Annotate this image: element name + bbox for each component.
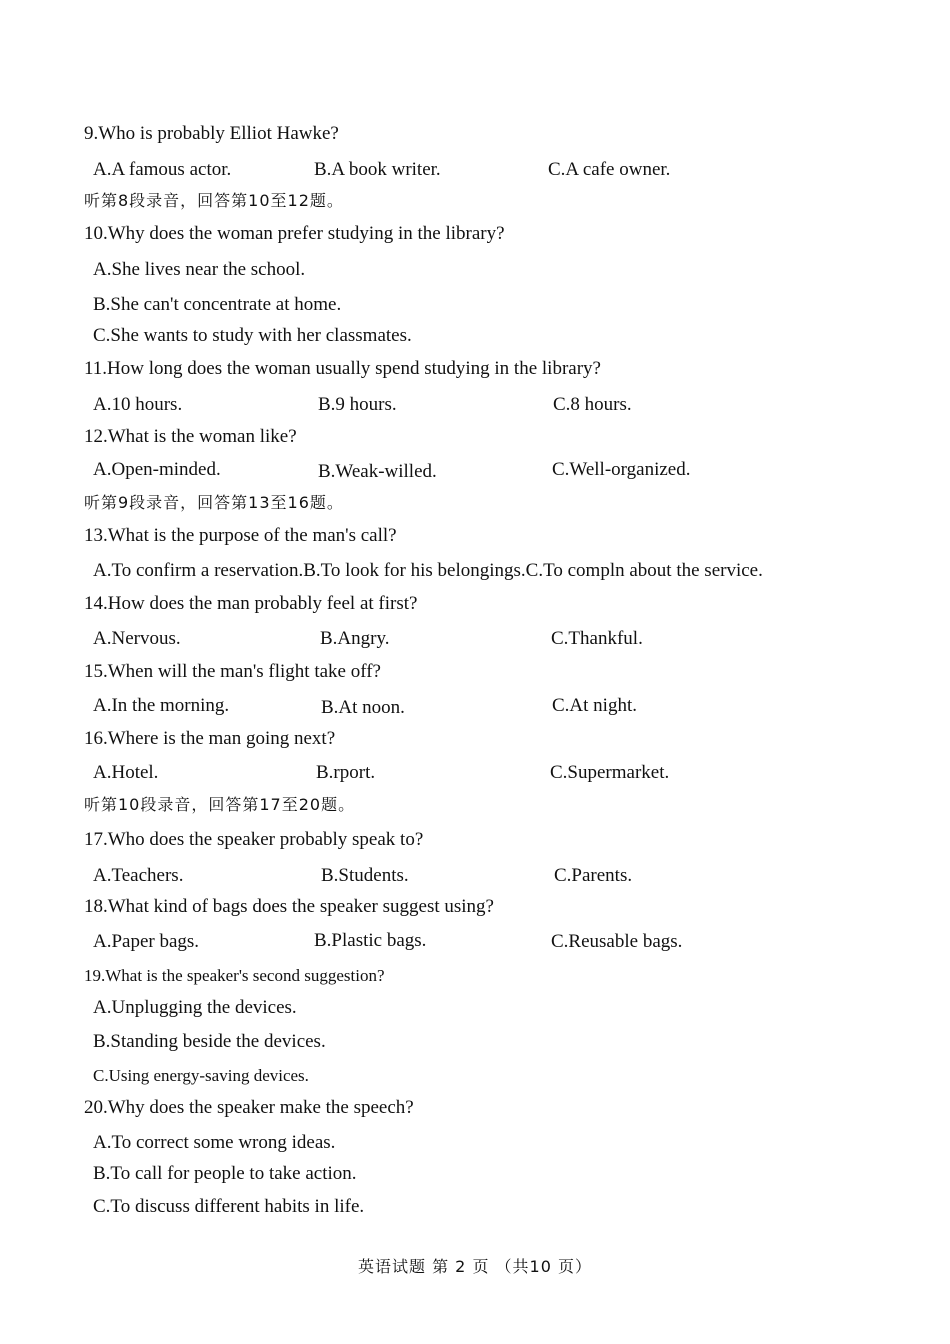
question-10-option-c: C.She wants to study with her classmates.: [93, 325, 412, 346]
question-9-stem: 9.Who is probably Elliot Hawke?: [84, 123, 339, 144]
question-14-stem: 14.How does the man probably feel at first?: [84, 593, 418, 614]
question-18-stem: 18.What kind of bags does the speaker suggest using?: [84, 896, 494, 917]
question-20-option-c: C.To discuss different habits in life.: [93, 1196, 365, 1217]
page-footer: 英语试题 第 2 页 （共10 页）: [358, 1257, 592, 1276]
question-9-option-c: C.A cafe owner.: [548, 159, 671, 180]
question-19-option-b: B.Standing beside the devices.: [93, 1031, 326, 1052]
section-10-instruction: 听第10段录音，回答第17至20题。: [84, 795, 356, 814]
question-16-stem: 16.Where is the man going next?: [84, 728, 336, 749]
question-17-stem: 17.Who does the speaker probably speak to?: [84, 829, 424, 850]
question-18-option-c: C.Reusable bags.: [551, 931, 683, 952]
question-18-option-b: B.Plastic bags.: [314, 930, 427, 951]
section-9-instruction: 听第9段录音，回答第13至16题。: [84, 493, 344, 512]
question-12-stem: 12.What is the woman like?: [84, 426, 297, 447]
question-12-option-a: A.Open-minded.: [93, 459, 221, 480]
question-20-option-a: A.To correct some wrong ideas.: [93, 1132, 336, 1153]
question-19-stem: 19.What is the speaker's second suggestion?: [84, 966, 385, 985]
question-20-option-b: B.To call for people to take action.: [93, 1163, 357, 1184]
question-18-option-a: A.Paper bags.: [93, 931, 200, 952]
question-17-option-c: C.Parents.: [554, 865, 633, 886]
question-12-option-b: B.Weak-willed.: [318, 461, 437, 482]
question-20-stem: 20.Why does the speaker make the speech?: [84, 1097, 414, 1118]
question-14-option-b: B.Angry.: [320, 628, 390, 649]
question-15-option-c: C.At night.: [552, 695, 637, 716]
question-9-option-a: A.A famous actor.: [93, 159, 232, 180]
question-19-option-c: C.Using energy-saving devices.: [93, 1066, 309, 1085]
question-15-option-b: B.At noon.: [321, 697, 405, 718]
question-17-option-a: A.Teachers.: [93, 865, 184, 886]
question-13-options: A.To confirm a reservation.B.To look for his belongings.C.To compln about the service.: [93, 560, 763, 581]
question-12-option-c: C.Well-organized.: [552, 459, 691, 480]
question-16-option-c: C.Supermarket.: [550, 762, 670, 783]
question-11-option-c: C.8 hours.: [553, 394, 632, 415]
question-16-option-b: B.rport.: [316, 762, 376, 783]
question-10-stem: 10.Why does the woman prefer studying in the library?: [84, 223, 505, 244]
question-15-option-a: A.In the morning.: [93, 695, 230, 716]
question-16-option-a: A.Hotel.: [93, 762, 159, 783]
question-14-option-c: C.Thankful.: [551, 628, 643, 649]
question-15-stem: 15.When will the man's flight take off?: [84, 661, 381, 682]
section-8-instruction: 听第8段录音，回答第10至12题。: [84, 191, 344, 210]
question-11-option-b: B.9 hours.: [318, 394, 397, 415]
question-13-stem: 13.What is the purpose of the man's call?: [84, 525, 397, 546]
question-17-option-b: B.Students.: [321, 865, 409, 886]
question-11-option-a: A.10 hours.: [93, 394, 183, 415]
question-9-option-b: B.A book writer.: [314, 159, 441, 180]
question-14-option-a: A.Nervous.: [93, 628, 181, 649]
question-19-option-a: A.Unplugging the devices.: [93, 997, 297, 1018]
question-10-option-b: B.She can't concentrate at home.: [93, 294, 342, 315]
question-11-stem: 11.How long does the woman usually spend studying in the library?: [84, 358, 601, 379]
question-10-option-a: A.She lives near the school.: [93, 259, 306, 280]
